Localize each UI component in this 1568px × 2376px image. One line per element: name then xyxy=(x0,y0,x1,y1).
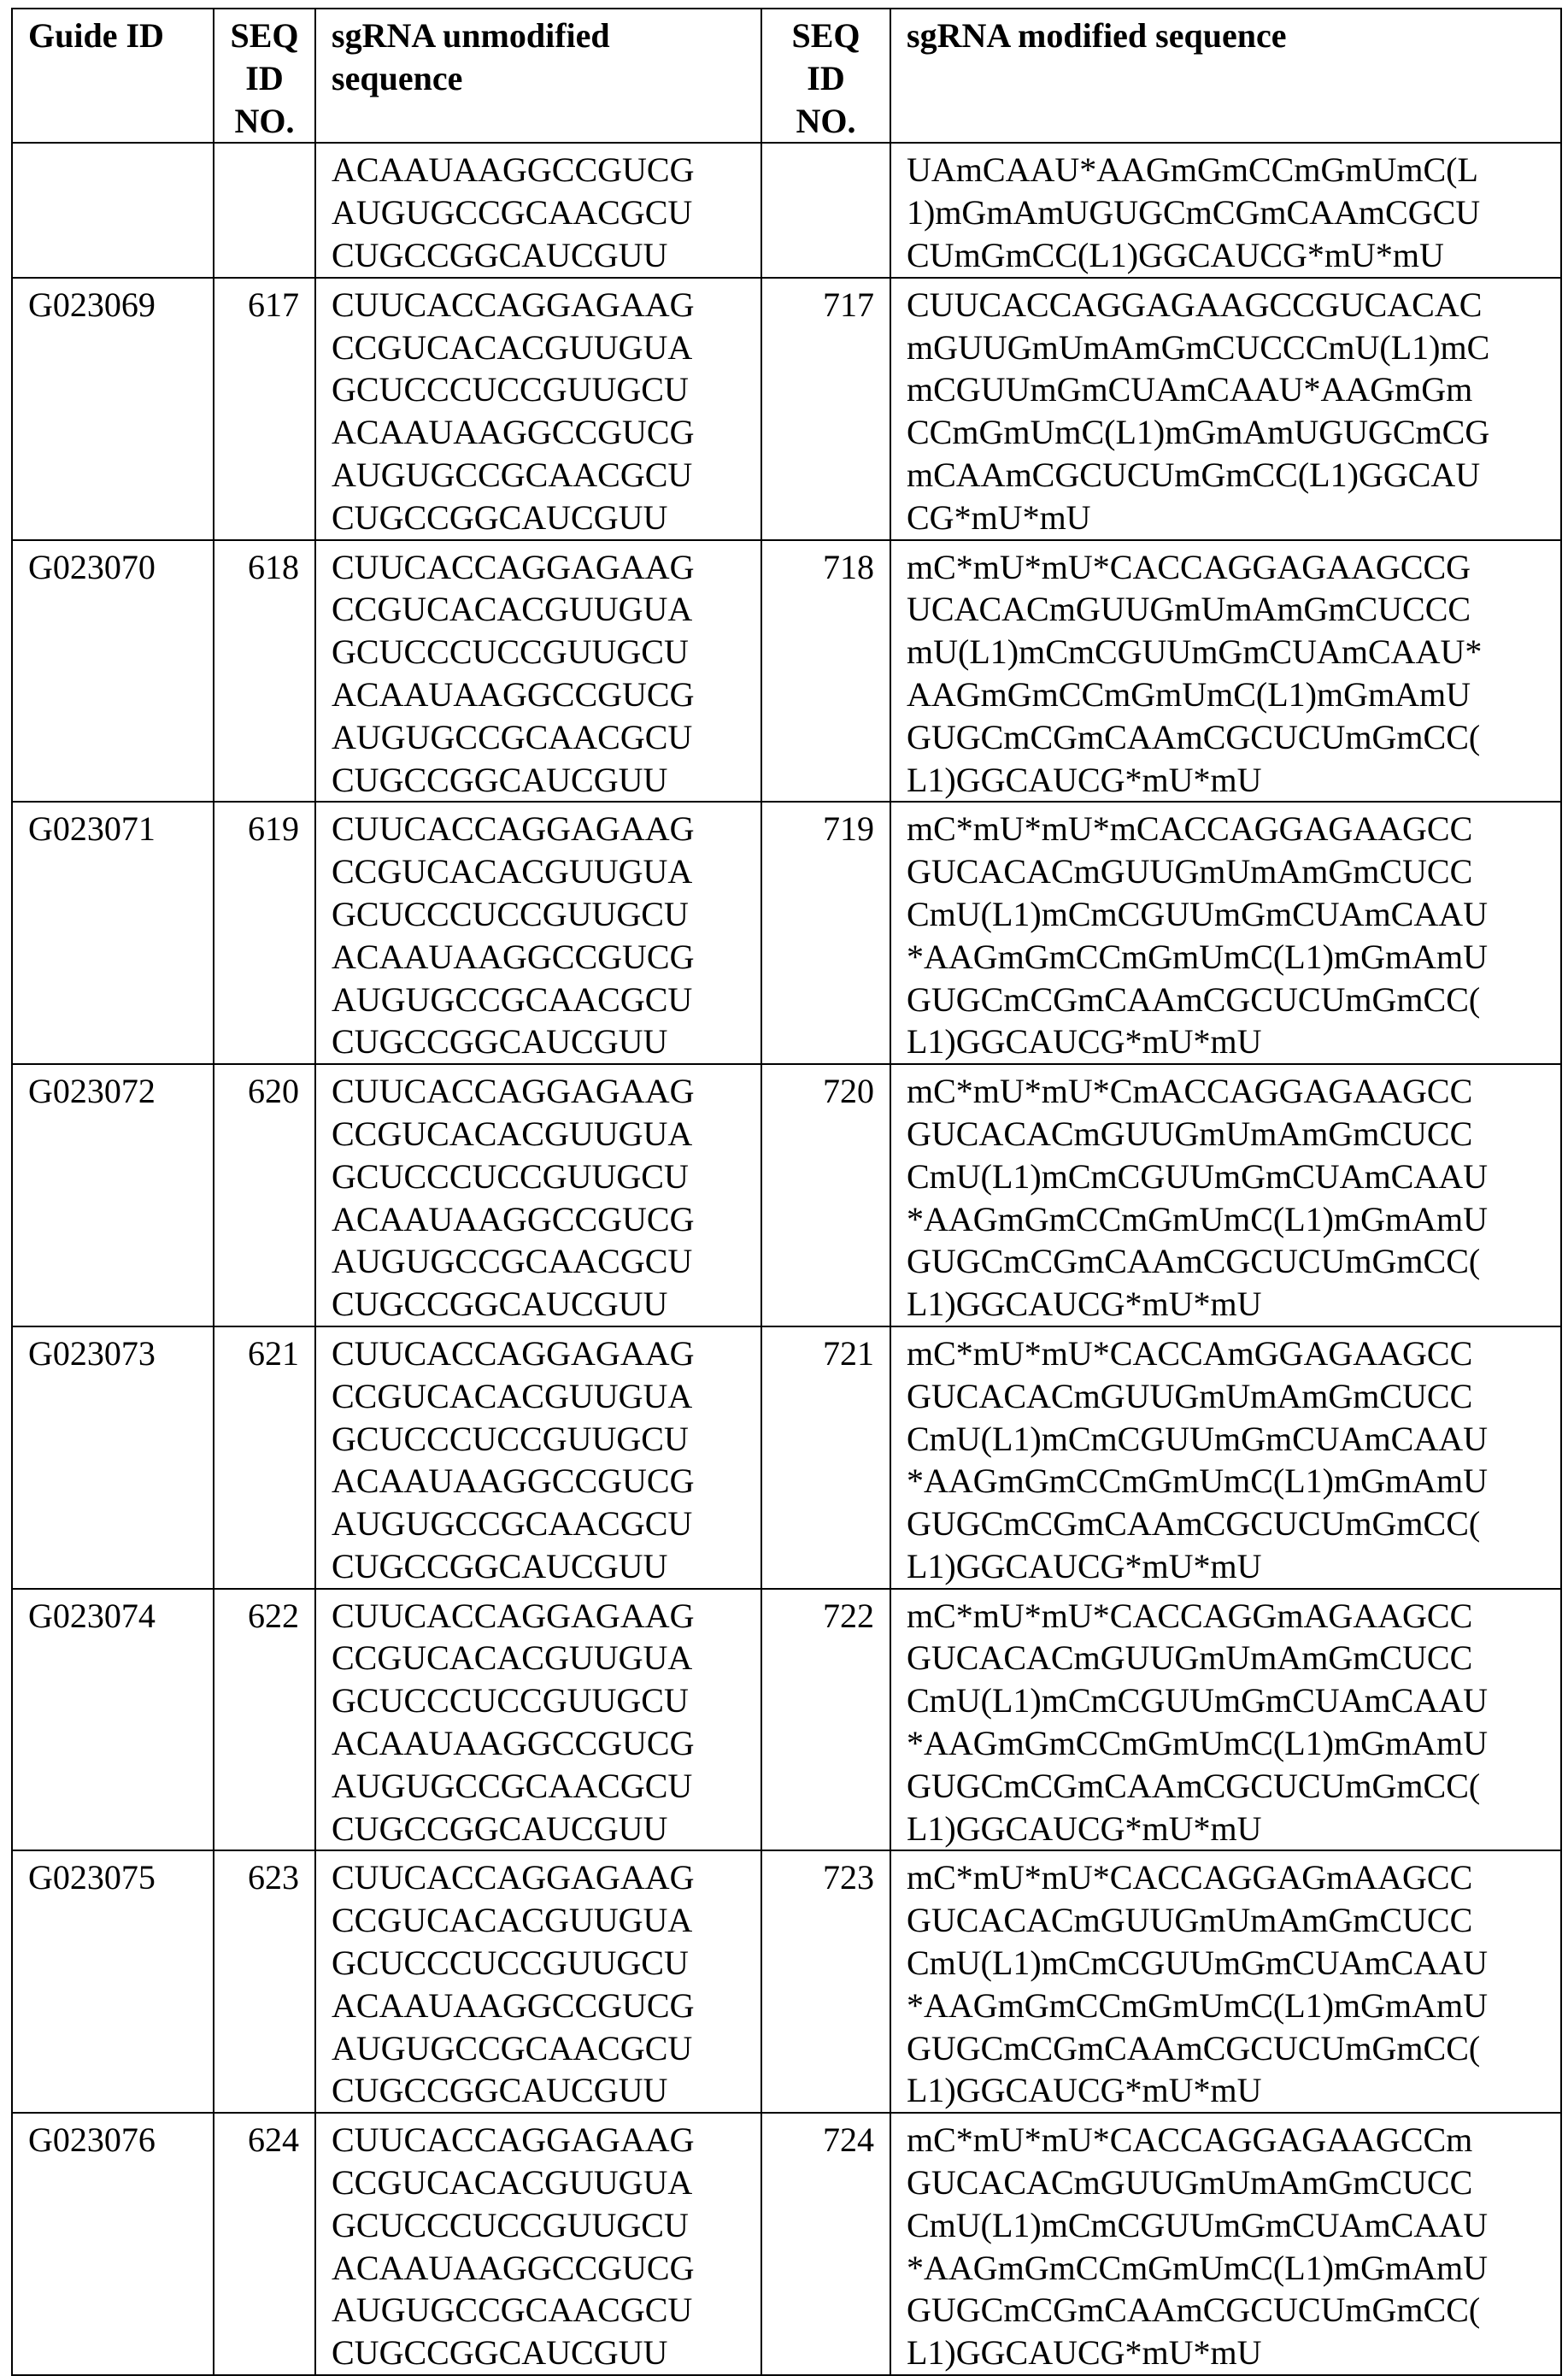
sequence-line: ACAAUAAGGCCGUCG xyxy=(332,936,752,979)
sequence-line: GUCACACmGUUGmUmAmGmCUCC xyxy=(907,1637,1552,1679)
sequence-line: 1)mGmAmUGUGCmCGmCAAmCGCU xyxy=(907,191,1552,234)
sequence-line: CUGCCGGCAUCGUU xyxy=(332,2069,752,2112)
sequence-line: AUGUGCCGCAACGCU xyxy=(332,2027,752,2070)
sequence-line: ACAAUAAGGCCGUCG xyxy=(332,1985,752,2027)
sequence-line: GCUCCCUCCGUUGCU xyxy=(332,1156,752,1198)
sequence-line: L1)GGCAUCG*mU*mU xyxy=(907,2332,1552,2374)
seq-id-unmodified-cell: 617 xyxy=(214,278,315,540)
guide-id-cell: G023074 xyxy=(12,1589,214,1851)
header-row xyxy=(12,9,1561,143)
sequence-line: AUGUGCCGCAACGCU xyxy=(332,1765,752,1808)
sequence-line: GCUCCCUCCGUUGCU xyxy=(332,368,752,411)
table-row xyxy=(12,1326,1561,1589)
modified-sequence-cell xyxy=(890,802,1561,1064)
modified-sequence-cell xyxy=(890,540,1561,803)
sequence-line: AUGUGCCGCAACGCU xyxy=(332,1240,752,1283)
guide-id-cell: G023073 xyxy=(12,1326,214,1589)
guide-id-cell: G023072 xyxy=(12,1064,214,1326)
header-text-line: NO. xyxy=(766,100,886,143)
table-row xyxy=(12,1589,1561,1851)
sequence-line: mGUUGmUmAmGmCUCCCmU(L1)mC xyxy=(907,326,1552,369)
seq-id-unmodified-cell: 620 xyxy=(214,1064,315,1326)
unmodified-sequence-cell xyxy=(315,802,761,1064)
header-text-line: SEQ xyxy=(218,15,311,57)
sequence-line: *AAGmGmCCmGmUmC(L1)mGmAmU xyxy=(907,936,1552,979)
sequence-line: CUGCCGGCAUCGUU xyxy=(332,759,752,802)
seq-id-modified-cell: 717 xyxy=(761,278,890,540)
table-row xyxy=(12,278,1561,540)
sequence-line: CmU(L1)mCmCGUUmGmCUAmCAAU xyxy=(907,1156,1552,1198)
sequence-line: *AAGmGmCCmGmUmC(L1)mGmAmU xyxy=(907,2247,1552,2290)
guide-id-cell: G023076 xyxy=(12,2113,214,2375)
sequence-line: CmU(L1)mCmCGUUmGmCUAmCAAU xyxy=(907,1679,1552,1722)
sequence-line: CG*mU*mU xyxy=(907,497,1552,539)
guide-id-cell xyxy=(12,143,214,277)
sequence-line: CUUCACCAGGAGAAG xyxy=(332,1595,752,1638)
seq-id-modified-cell: 720 xyxy=(761,1064,890,1326)
sequence-line: CUUCACCAGGAGAAGCCGUCACAC xyxy=(907,284,1552,326)
sequence-line: GCUCCCUCCGUUGCU xyxy=(332,1418,752,1461)
sequence-line: GUGCmCGmCAAmCGCUCUmGmCC( xyxy=(907,1765,1552,1808)
sequence-line: mC*mU*mU*mCACCAGGAGAAGCC xyxy=(907,808,1552,850)
sequence-line: CCmGmUmC(L1)mGmAmUGUGCmCG xyxy=(907,411,1552,454)
header-text-line: sgRNA unmodified xyxy=(332,15,752,57)
sequence-line: L1)GGCAUCG*mU*mU xyxy=(907,1808,1552,1850)
sequence-line: *AAGmGmCCmGmUmC(L1)mGmAmU xyxy=(907,1198,1552,1241)
seq-id-unmodified-cell: 622 xyxy=(214,1589,315,1851)
modified-sequence-cell xyxy=(890,1326,1561,1589)
sequence-line: GCUCCCUCCGUUGCU xyxy=(332,1679,752,1722)
sequence-line: CCGUCACACGUUGUA xyxy=(332,1899,752,1942)
sequence-line: AUGUGCCGCAACGCU xyxy=(332,191,752,234)
seq-id-unmodified-cell: 621 xyxy=(214,1326,315,1589)
sequence-line: ACAAUAAGGCCGUCG xyxy=(332,1722,752,1765)
unmodified-sequence-cell xyxy=(315,1589,761,1851)
seq-id-modified-cell: 722 xyxy=(761,1589,890,1851)
sequence-line: GUGCmCGmCAAmCGCUCUmGmCC( xyxy=(907,979,1552,1021)
unmodified-sequence-cell xyxy=(315,1064,761,1326)
sequence-line: AUGUGCCGCAACGCU xyxy=(332,979,752,1021)
table-row xyxy=(12,2113,1561,2375)
sequence-line: CUGCCGGCAUCGUU xyxy=(332,497,752,539)
sequence-line: CCGUCACACGUUGUA xyxy=(332,1375,752,1418)
modified-sequence-cell xyxy=(890,1589,1561,1851)
sequence-line: AUGUGCCGCAACGCU xyxy=(332,2289,752,2332)
sequence-line: GCUCCCUCCGUUGCU xyxy=(332,631,752,673)
modified-sequence-cell xyxy=(890,2113,1561,2375)
header-text-line: sequence xyxy=(332,57,752,100)
sequence-line: mC*mU*mU*CACCAGGAGAAGCCm xyxy=(907,2119,1552,2161)
sequence-line: CUUCACCAGGAGAAG xyxy=(332,284,752,326)
sequence-line: CUGCCGGCAUCGUU xyxy=(332,1808,752,1850)
sequence-line: GUCACACmGUUGmUmAmGmCUCC xyxy=(907,1375,1552,1418)
header-text-line: ID xyxy=(218,57,311,100)
modified-sequence-cell xyxy=(890,1064,1561,1326)
seq-id-unmodified-cell: 623 xyxy=(214,1850,315,2113)
sequence-line: mC*mU*mU*CACCAmGGAGAAGCC xyxy=(907,1332,1552,1375)
sequence-line: mC*mU*mU*CACCAGGAGAAGCCG xyxy=(907,546,1552,589)
table-row xyxy=(12,540,1561,803)
seq-id-modified-cell: 719 xyxy=(761,802,890,1064)
header-text-line: SEQ xyxy=(766,15,886,57)
sequence-line: GUGCmCGmCAAmCGCUCUmGmCC( xyxy=(907,2289,1552,2332)
seq-id-modified-cell: 721 xyxy=(761,1326,890,1589)
sequence-line: AUGUGCCGCAACGCU xyxy=(332,454,752,497)
header-seq-id-unmodified xyxy=(214,9,315,143)
unmodified-sequence-cell xyxy=(315,143,761,277)
table-row xyxy=(12,1850,1561,2113)
sequence-line: CCGUCACACGUUGUA xyxy=(332,326,752,369)
header-text-line: sgRNA modified sequence xyxy=(907,15,1552,57)
unmodified-sequence-cell xyxy=(315,2113,761,2375)
header-modified-sequence xyxy=(890,9,1561,143)
sequence-line: CUUCACCAGGAGAAG xyxy=(332,546,752,589)
header-guide-id xyxy=(12,9,214,143)
sequence-line: CCGUCACACGUUGUA xyxy=(332,1113,752,1156)
guide-id-cell: G023069 xyxy=(12,278,214,540)
sequence-line: CCGUCACACGUUGUA xyxy=(332,2161,752,2204)
header-text-line: Guide ID xyxy=(28,15,204,57)
sequence-line: CUGCCGGCAUCGUU xyxy=(332,1283,752,1326)
sequence-line: ACAAUAAGGCCGUCG xyxy=(332,1198,752,1241)
sequence-line: CmU(L1)mCmCGUUmGmCUAmCAAU xyxy=(907,1942,1552,1985)
sequence-line: UAmCAAU*AAGmGmCCmGmUmC(L xyxy=(907,149,1552,191)
modified-sequence-cell xyxy=(890,143,1561,277)
seq-id-unmodified-cell: 618 xyxy=(214,540,315,803)
unmodified-sequence-cell xyxy=(315,1326,761,1589)
sequence-line: ACAAUAAGGCCGUCG xyxy=(332,149,752,191)
sequence-line: CUUCACCAGGAGAAG xyxy=(332,1070,752,1113)
sequence-line: mCAAmCGCUCUmGmCC(L1)GGCAU xyxy=(907,454,1552,497)
sequence-line: AUGUGCCGCAACGCU xyxy=(332,1503,752,1545)
sequence-line: CUUCACCAGGAGAAG xyxy=(332,1856,752,1899)
sequence-line: CCGUCACACGUUGUA xyxy=(332,1637,752,1679)
header-unmodified-sequence xyxy=(315,9,761,143)
sgrna-table xyxy=(11,8,1562,2376)
unmodified-sequence-cell xyxy=(315,1850,761,2113)
table-row xyxy=(12,802,1561,1064)
sequence-line: GCUCCCUCCGUUGCU xyxy=(332,2204,752,2247)
seq-id-modified-cell: 723 xyxy=(761,1850,890,2113)
sequence-line: ACAAUAAGGCCGUCG xyxy=(332,411,752,454)
modified-sequence-cell xyxy=(890,1850,1561,2113)
sequence-line: mC*mU*mU*CACCAGGAGmAAGCC xyxy=(907,1856,1552,1899)
sequence-line: GCUCCCUCCGUUGCU xyxy=(332,1942,752,1985)
seq-id-unmodified-cell: 624 xyxy=(214,2113,315,2375)
sequence-line: mCGUUmGmCUAmCAAU*AAGmGm xyxy=(907,368,1552,411)
sequence-line: GCUCCCUCCGUUGCU xyxy=(332,893,752,936)
table-row xyxy=(12,143,1561,277)
sequence-line: GUGCmCGmCAAmCGCUCUmGmCC( xyxy=(907,716,1552,759)
table-row xyxy=(12,1064,1561,1326)
sequence-line: GUCACACmGUUGmUmAmGmCUCC xyxy=(907,850,1552,893)
sequence-line: CUGCCGGCAUCGUU xyxy=(332,1020,752,1063)
sequence-line: L1)GGCAUCG*mU*mU xyxy=(907,1283,1552,1326)
sequence-line: *AAGmGmCCmGmUmC(L1)mGmAmU xyxy=(907,1985,1552,2027)
sequence-line: CUmGmCC(L1)GGCAUCG*mU*mU xyxy=(907,234,1552,277)
seq-id-modified-cell: 724 xyxy=(761,2113,890,2375)
sequence-line: CmU(L1)mCmCGUUmGmCUAmCAAU xyxy=(907,1418,1552,1461)
sequence-line: CmU(L1)mCmCGUUmGmCUAmCAAU xyxy=(907,2204,1552,2247)
header-seq-id-modified xyxy=(761,9,890,143)
sequence-line: GUCACACmGUUGmUmAmGmCUCC xyxy=(907,1899,1552,1942)
sequence-line: CUUCACCAGGAGAAG xyxy=(332,1332,752,1375)
seq-id-modified-cell: 718 xyxy=(761,540,890,803)
modified-sequence-cell xyxy=(890,278,1561,540)
guide-id-cell: G023075 xyxy=(12,1850,214,2113)
sequence-line: AUGUGCCGCAACGCU xyxy=(332,716,752,759)
sequence-line: CCGUCACACGUUGUA xyxy=(332,588,752,631)
sequence-line: L1)GGCAUCG*mU*mU xyxy=(907,1545,1552,1588)
guide-id-cell: G023071 xyxy=(12,802,214,1064)
sequence-line: ACAAUAAGGCCGUCG xyxy=(332,673,752,716)
sequence-line: UCACACmGUUGmUmAmGmCUCCC xyxy=(907,588,1552,631)
header-text-line: NO. xyxy=(218,100,311,143)
header-text-line: ID xyxy=(766,57,886,100)
sequence-line: L1)GGCAUCG*mU*mU xyxy=(907,759,1552,802)
sequence-line: CCGUCACACGUUGUA xyxy=(332,850,752,893)
guide-id-cell: G023070 xyxy=(12,540,214,803)
sequence-line: *AAGmGmCCmGmUmC(L1)mGmAmU xyxy=(907,1460,1552,1503)
sequence-line: GUGCmCGmCAAmCGCUCUmGmCC( xyxy=(907,1503,1552,1545)
seq-id-unmodified-cell: 619 xyxy=(214,802,315,1064)
sequence-line: mC*mU*mU*CmACCAGGAGAAGCC xyxy=(907,1070,1552,1113)
sequence-line: ACAAUAAGGCCGUCG xyxy=(332,1460,752,1503)
sequence-line: CUUCACCAGGAGAAG xyxy=(332,808,752,850)
sequence-line: L1)GGCAUCG*mU*mU xyxy=(907,1020,1552,1063)
sequence-line: CmU(L1)mCmCGUUmGmCUAmCAAU xyxy=(907,893,1552,936)
sequence-line: CUGCCGGCAUCGUU xyxy=(332,234,752,277)
sequence-line: GUCACACmGUUGmUmAmGmCUCC xyxy=(907,2161,1552,2204)
sequence-line: mU(L1)mCmCGUUmGmCUAmCAAU* xyxy=(907,631,1552,673)
sequence-line: L1)GGCAUCG*mU*mU xyxy=(907,2069,1552,2112)
seq-id-modified-cell xyxy=(761,143,890,277)
sequence-line: *AAGmGmCCmGmUmC(L1)mGmAmU xyxy=(907,1722,1552,1765)
sequence-line: CUGCCGGCAUCGUU xyxy=(332,2332,752,2374)
sequence-line: GUCACACmGUUGmUmAmGmCUCC xyxy=(907,1113,1552,1156)
sequence-line: GUGCmCGmCAAmCGCUCUmGmCC( xyxy=(907,2027,1552,2070)
sequence-line: mC*mU*mU*CACCAGGmAGAAGCC xyxy=(907,1595,1552,1638)
unmodified-sequence-cell xyxy=(315,540,761,803)
sequence-line: CUGCCGGCAUCGUU xyxy=(332,1545,752,1588)
unmodified-sequence-cell xyxy=(315,278,761,540)
sequence-line: GUGCmCGmCAAmCGCUCUmGmCC( xyxy=(907,1240,1552,1283)
sequence-line: AAGmGmCCmGmUmC(L1)mGmAmU xyxy=(907,673,1552,716)
sequence-line: CUUCACCAGGAGAAG xyxy=(332,2119,752,2161)
seq-id-unmodified-cell xyxy=(214,143,315,277)
sequence-line: ACAAUAAGGCCGUCG xyxy=(332,2247,752,2290)
